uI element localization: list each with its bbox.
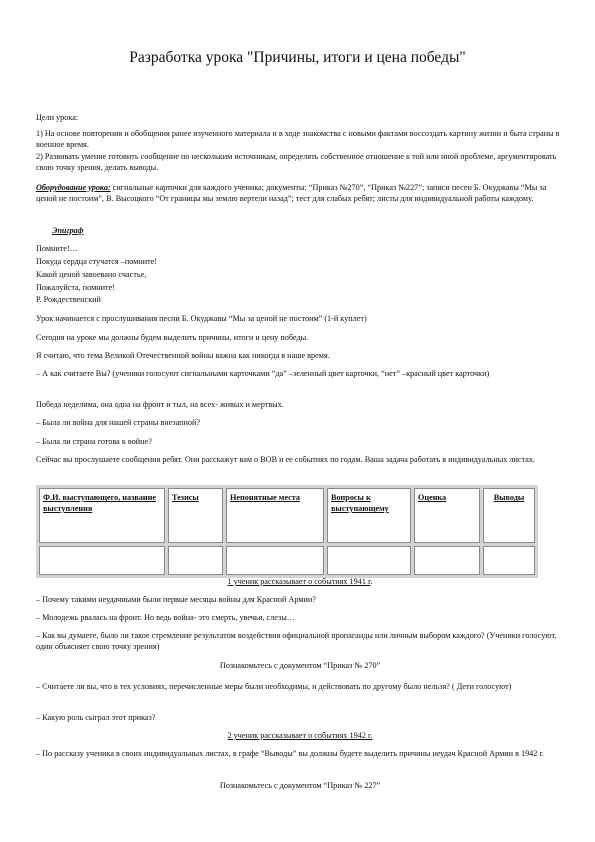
goal-1: 1) На основе повторения и обобщения ранее изученного материала и в ходе знакомства с новыми фактами воссоздать картину жизни и быта страны в военное время.	[36, 129, 560, 150]
poem-line: Помните!…	[36, 244, 78, 253]
table-row	[39, 546, 535, 575]
paragraph: – Почему такими неудачными были первые месяцы войны для Красной Армии?	[36, 595, 316, 604]
student-1941-tail: .	[370, 577, 373, 586]
page-title: Разработка урока "Причины, итоги и цена победы"	[129, 49, 466, 66]
poem-line: Какой ценой завоевано счастье,	[36, 270, 147, 279]
table-cell	[226, 546, 324, 575]
table-header-cell: Вопросы к выступающему	[327, 488, 411, 543]
student-1941-heading	[36, 576, 564, 587]
paragraph: Сегодня на уроке мы должны будем выделить причины, итоги и цену победы.	[36, 333, 309, 342]
paragraph: – Считаете ли вы, что в тех условиях, перечисленные меры были необходимы, и действовать по другому было нельзя? ( Дети голосуют)	[36, 682, 512, 691]
paragraph: Я считаю, что тема Великой Отечественной войны важна как никогда в наше время.	[36, 351, 330, 360]
table-header-cell: Выводы	[483, 488, 535, 543]
paragraph: – А как считаете Вы? (ученики голосуют сигнальными карточками “да” –зеленный цвет карточки, “нет” –красный цвет карточки)	[36, 369, 490, 378]
paragraph: Победа неделима, она одна на фронт и тыл, на всех- живых и мертвых.	[36, 400, 284, 409]
document-270-note: Познакомьтесь с документом “Приказ № 270”	[219, 661, 381, 670]
goals-heading: Цели урока:	[36, 113, 79, 122]
equipment-paragraph	[36, 182, 564, 205]
table-cell	[483, 546, 535, 575]
table-cell	[39, 546, 165, 575]
individual-worksheet-table	[36, 485, 538, 578]
document-227-note: Познакомьтесь с документом “Приказ № 227”	[219, 781, 381, 790]
equipment-text: сигнальные карточки для каждого ученика; документы: “Приказ №270”, “Приказ №227”; записи песен Б. Окуджавы “Мы за ценой не постоим”, В. Высоцкого “От границы мы землю вертели назад”; тест для слабых ребят; листы для индивидуальной работы каждому.	[36, 183, 547, 204]
table-header-cell: Непонятные места	[226, 488, 324, 543]
table-header-cell: Оценка	[414, 488, 480, 543]
table-cell	[168, 546, 223, 575]
student-1941-text: 1 ученик рассказывает о событиях 1941 г	[227, 577, 371, 586]
paragraph: Урок начинается с прослушивания песни Б. Окуджавы “Мы за ценой не постоим” (1-й куплет)	[36, 314, 367, 323]
paragraph: – Какую роль сыграл этот приказ?	[36, 713, 156, 722]
student-1942-heading: 2 ученик рассказывает о событиях 1942 г.	[227, 731, 373, 740]
table-cell	[327, 546, 411, 575]
paragraph: Сейчас вы прослушаете сообщения ребят. Они расскажут вам о ВОВ и ее событиях по годам. Ваша задача работать в индивидуальных листах.	[36, 455, 535, 464]
equipment-label: Оборудование урока:	[36, 183, 111, 192]
table-header-row	[39, 488, 535, 543]
paragraph: – По рассказу ученика в своих индивидуальных листах, в графе “Выводы” вы должны будете выделить причины неудач Красной Армии в 1942 г.	[36, 749, 544, 758]
epigraph-label	[52, 225, 84, 236]
table-header-cell: Ф.И. выступающего, название выступления	[39, 488, 165, 543]
poem-author: Р. Рождественский	[36, 295, 101, 304]
table-header-cell: Тезисы	[168, 488, 223, 543]
paragraph: – Была ли страна готова к войне?	[36, 437, 152, 446]
goal-2: 2) Развивать умение готовить сообщение по нескольким источникам, определять собственное отношение к той или иной проблеме, аргументировать свою точку зрения, делать выводы.	[36, 152, 557, 173]
poem-line: Пожалуйста, помните!	[36, 283, 115, 292]
paragraph: – Была ли война для нашей страны внезапной?	[36, 418, 201, 427]
epigraph-label-text: Эпиграф	[52, 226, 84, 235]
poem-line: Покуда сердца стучатся –помните!	[36, 257, 158, 266]
paragraph: – Как вы думаете, было ли такое стремление результатом воздействия официальной пропаганды или личным выбором каждого? (Ученики голосуют, один объясняет свою точку зрения)	[36, 631, 557, 652]
paragraph: – Молодежь рвалась на фронт. Но ведь война- это смерть, увечья, слезы…	[36, 613, 295, 622]
table-cell	[414, 546, 480, 575]
